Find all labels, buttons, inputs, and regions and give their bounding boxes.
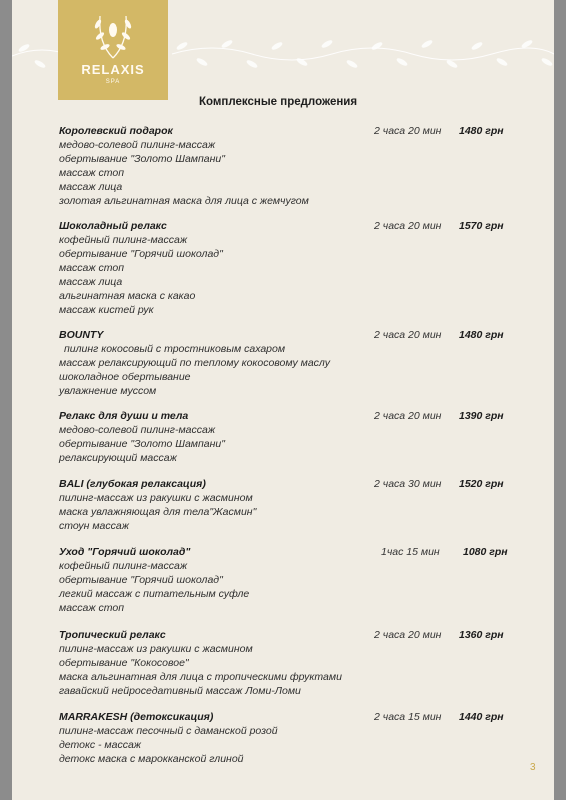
menu-page [12,0,554,800]
package-duration: 2 часа 20 мин [374,629,442,641]
list-item: обертывание "Золото Шампани" [59,438,225,451]
package-name: Уход "Горячий шоколад" [59,546,191,558]
package-price: 1390 грн [459,410,504,422]
package-tropical-relax [59,628,519,698]
package-price: 1360 грн [459,629,504,641]
list-item: массаж стоп [59,602,125,615]
package-list [12,0,554,800]
package-price: 1480 грн [459,329,504,341]
list-item: пилинг-массаж из ракушки с жасмином [59,643,253,655]
package-marrakesh [59,710,519,766]
package-duration: 2 часа 20 мин [374,125,442,137]
package-price: 1440 грн [459,711,504,723]
list-item: массаж стоп [59,262,125,275]
list-item: золотая альгинатная маска для лица с жемчугом [59,195,309,208]
package-price: 1480 грн [459,125,504,137]
package-name: BOUNTY [59,329,104,341]
list-item: стоун массаж [59,520,129,533]
package-bali [59,477,519,533]
page-number: 3 [530,762,536,773]
list-item: массаж кистей рук [59,304,154,317]
list-item: детокс - массаж [59,739,142,752]
list-item: детокс маска с марокканской глиной [59,753,244,766]
package-name: Королевский подарок [59,125,173,137]
list-item: медово-солевой пилинг-массаж [59,424,216,436]
list-item: массаж стоп [59,167,125,180]
list-item: маска увлажняющая для тела"Жасмин" [59,506,257,519]
package-name: Релакс для души и тела [59,410,189,422]
package-bounty [59,328,519,398]
list-item: обертывание "Золото Шампани" [59,153,225,166]
list-item: массаж релаксирующий по теплому кокосовому маслу [59,357,330,370]
package-duration: 2 часа 20 мин [374,329,442,341]
list-item: альгинатная маска с какао [59,290,196,303]
list-item: пилинг кокосовый с тростниковым сахаром [64,343,286,355]
package-duration: 2 часа 20 мин [374,410,442,422]
logo-brand: RELAXIS [81,62,145,77]
list-item: маска альгинатная для лица с тропическими фруктами [59,671,342,684]
package-royal-gift [59,124,519,208]
page-title: Комплексные предложения [199,96,358,108]
list-item: медово-солевой пилинг-массаж [59,139,216,151]
package-name: Шоколадный релакс [59,220,167,232]
package-name: BALI (глубокая релаксация) [59,478,206,490]
list-item: пилинг-массаж песочный с даманской розой [59,725,278,737]
package-soul-body-relax [59,409,519,465]
package-duration: 1час 15 мин [381,546,440,558]
list-item: легкий массаж с питательным суфле [59,588,250,601]
logo-sub: SPA [105,79,121,85]
list-item: кофейный пилинг-массаж [59,234,188,246]
package-price: 1520 грн [459,478,504,490]
list-item: шоколадное обертывание [59,371,191,384]
list-item: гавайский нейроседативный массаж Ломи-Ломи [59,685,301,698]
list-item: увлажнение муссом [59,385,157,398]
package-hot-chocolate-care [59,545,519,615]
list-item: релаксирующий массаж [59,452,177,465]
package-name: Тропический релакс [59,629,166,641]
list-item: кофейный пилинг-массаж [59,560,188,572]
list-item: массаж лица [59,276,123,289]
list-item: обертывание "Горячий шоколад" [59,574,223,587]
list-item: обертывание "Горячий шоколад" [59,248,223,261]
list-item: обертывание "Кокосовое" [59,657,189,670]
package-price: 1080 грн [463,546,508,558]
list-item: массаж лица [59,181,123,194]
package-chocolate-relax [59,219,519,318]
package-name: MARRAKESH (детоксикация) [59,711,214,723]
list-item: пилинг-массаж из ракушки с жасмином [59,492,253,504]
package-duration: 2 часа 20 мин [374,220,442,232]
package-price: 1570 грн [459,220,504,232]
package-duration: 2 часа 30 мин [374,478,442,490]
package-duration: 2 часа 15 мин [374,711,442,723]
